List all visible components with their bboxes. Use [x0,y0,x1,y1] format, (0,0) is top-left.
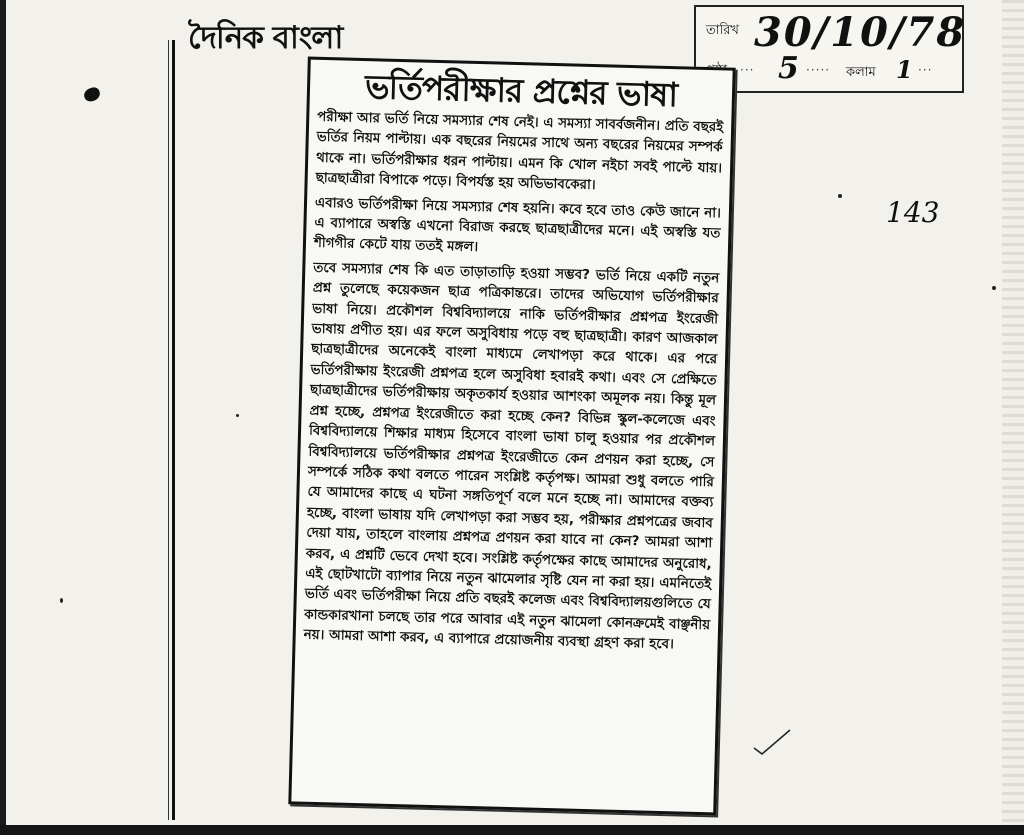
handwritten-reference-number: 143 [886,196,940,229]
article-paragraph: পরীক্ষা আর ভর্তি নিয়ে সমস্যার শেষ নেই। এ সমস্যা সাবর্বজনীন। প্রতি বছরই ভর্তির নিয়ম পাল্টায়। এক বছরের নিয়মের সাথে অন্য বছরের নিয়মের সম্পর্ক থাকে না। ভর্তিপরীক্ষার ধরন পাল্টায়। এমন কি খোল নইচা সবই পাল্টে যায়। ছাত্রছাত্রীরা বিপাকে পড়ে। বিপর্যস্ত হয় অভিভাবকেরা। [315,109,724,194]
stamp-page-value: 5 [778,51,799,86]
ink-speck [236,414,239,417]
stamp-date-label: তারিখ [706,23,739,38]
newspaper-clipping [288,57,735,816]
margin-rule-thin [168,40,169,820]
stamp-dots: ··· [740,63,755,77]
article-paragraph: এবারও ভর্তিপরীক্ষা নিয়ে সমস্যার শেষ হয়নি। কবে হবে তাও কেউ জানে না। এ ব্যাপারে অস্বস্তি এখনো বিরাজ করছে ছাত্রছাত্রীদের মনে। এই অস্বস্তি যত শীগগীর কেটে যায় ততই মঙ্গল। [313,195,722,256]
punch-hole-mark [82,86,101,104]
article-headline: ভর্তিপরীক্ষার প্রশ্নের ভাষা [364,67,678,115]
stamp-dots: ····· [806,63,831,77]
ink-speck [992,286,996,290]
newspaper-name: দৈনিক বাংলা [188,20,343,56]
stamp-column-value: 1 [896,55,913,84]
ink-speck [60,598,63,603]
article-paragraph: তবে সমস্যার শেষ কি এত তাড়াতাড়ি হওয়া সম্ভব? ভর্তি নিয়ে একটি নতুন প্রশ্ন তুলেছে কয়েকজন ছাত্র পত্রিকান্তরে। তাদের অভিযোগ ভর্তিপরীক্ষার ভাষা নিয়ে। প্রকৌশল বিশ্ববিদ্যালয়ে নাকি ভর্তিপরীক্ষার প্রশ্নপত্র ইংরেজী ভাষায় প্রণীত হয়। এর ফলে অসুবিধায় পড়ে বহু ছাত্রছাত্রী। কারণ আজকাল ছাত্রছাত্রীদের অনেকেই বাংলা মাধ্যমে লেখাপড়া করে থাকে। এর পরে ভর্তিপরীক্ষায় ইংরেজী প্রশ্নপত্র হলে অসুবিধা হবারই কথা। এবং সে প্রেক্ষিতে ছাত্রছাত্রীদের ভর্তিপরীক্ষায় অকৃতকার্য হওয়ার আশংকা অমূলক নয়। কিন্তু মূল প্রশ্ন হচ্ছে, প্রশ্নপত্র ইংরেজীতে করা হচ্ছে কেন? বিভিন্ন স্কুল-কলেজে এবং বিশ্ববিদ্যালয়ে শিক্ষার মাধ্যম হিসেবে বাংলা ভাষা চালু হওয়ার পর প্রকৌশল বিশ্ববিদ্যালয়ে ভর্তিপরীক্ষার প্রশ্নপত্র ইংরেজীতে কেন প্রণয়ন করা হচ্ছে, সে সম্পর্কে সঠিক কথা বলতে পারেন সংশ্লিষ্ট কর্তৃপক্ষ। আমরা শুধু বলতে পারি যে আমাদের কাছে এ ঘটনা সঙ্গতিপূর্ণ বলে মনে হচ্ছে না। আমাদের বক্তব্য হচ্ছে, বাংলা ভাষায় যদি লেখাপড়া করা সম্ভব হয়, পরীক্ষার প্রশ্নপত্রের জবাব দেয়া যায়, তাহলে বাংলায় প্রশ্নপত্র প্রণয়ন করা যাবে না কেন? আমরা আশা করব, এ প্রশ্নটি ভেবে দেখা হবে। সংশ্লিষ্ট কর্তৃপক্ষের কাছে আমাদের অনুরোধ, এই ছোটখাটো ব্যাপার নিয়ে নতুন ঝামেলার সৃষ্টি যেন না করা হয়। এমনিতেই ভর্তি এবং ভর্তিপরীক্ষা নিয়ে প্রতি বছরই কলেজ এবং বিশ্ববিদ্যালয়গুলিতে যে কান্ডকারখানা চলছে তার পরে আবার এই নতুন ঝামেলা কোনক্রমেই বাঞ্ছনীয় নয়। আমরা আশা করব, এ ব্যাপারে প্রয়োজনীয় ব্যবস্থা গ্রহণ করা হবে। [303,260,720,653]
scan-edge-right [1002,0,1024,835]
stamp-date-value: 30/10/78 [754,9,967,56]
margin-rule [172,40,175,820]
stamp-column-label: কলাম [846,65,876,80]
check-mark-icon [752,726,792,756]
stamp-dots: ··· [918,63,933,77]
scan-edge [0,0,6,835]
ink-speck [838,194,842,198]
scan-edge-bottom [0,825,1024,835]
